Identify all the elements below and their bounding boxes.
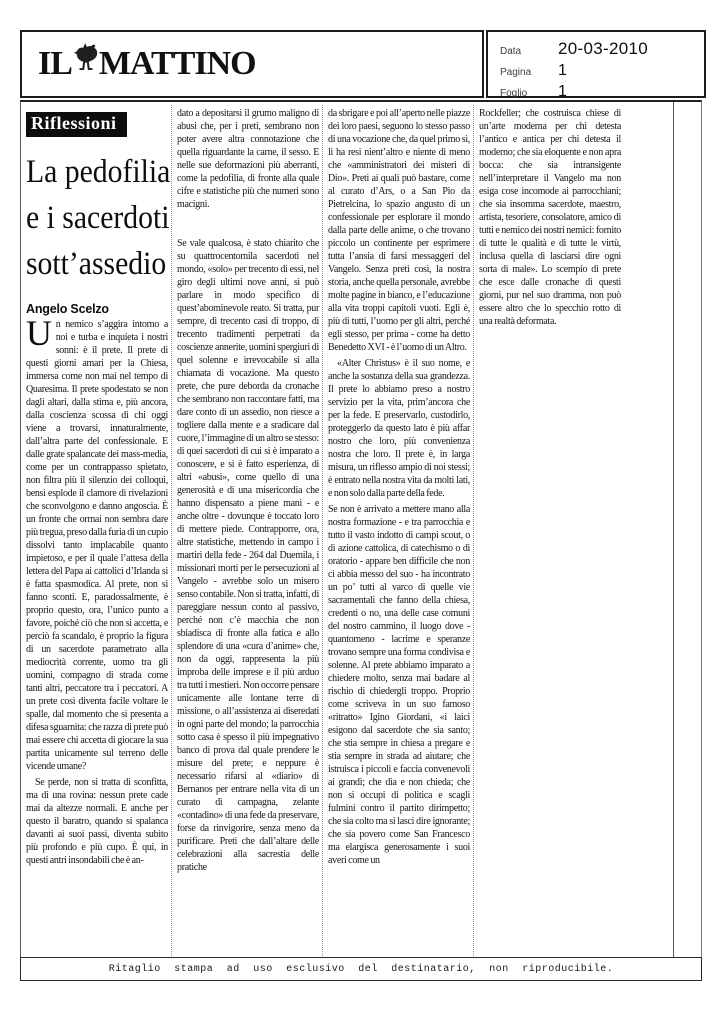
article-paragraph: Se non è arrivato a mettere mano alla nostra formazione - e tra parrocchia e tutto il vasto indotto di campi scout, o di azione cattolica, di catechismo o di oratorio - appare ben difficile che non ci abbia messo del suo - ha incontrato un po’ tutti al varco di quelle vie sacramentali che fanno della chiesa, credenti o no, una delle case comuni del nostro cammino, il luogo dove - quantomeno - lacrime e speranze trovano sempre una forma condivisa e solenne. Al prete abbiamo imparato a chiedere molto, senza mai badare al rischio di chiedergli troppo. Proprio come scriveva in un suo famoso «ritratto» Igino Giordani, «i laici esigono dal sacerdote che sia santo; che stia sempre in chiesa a pregare e stia sempre in strada ad aiutare; che istruisca i piccoli e faccia convenevoli ai grandi; che dia e non chieda; che non si occupi di politica e scagli fulmini contro il partito dirimpetto; che sia colto ma si lasci dire ignorante; che sia povero come San Francesco ma elargisca generosamente i suoi averi come un bbox=[328, 504, 470, 866]
masthead-text-mattino: MATTINO bbox=[98, 45, 256, 82]
drop-cap: U bbox=[26, 313, 52, 353]
article-column-2 bbox=[177, 105, 323, 956]
section-kicker: Riflessioni bbox=[26, 112, 127, 137]
masthead-logo bbox=[22, 43, 256, 86]
article-column-3 bbox=[328, 105, 474, 956]
title-line-3: sott’assedio bbox=[26, 246, 167, 282]
meta-label-pagina: Pagina bbox=[500, 67, 532, 78]
article-columns bbox=[26, 105, 624, 956]
masthead-text-il: IL bbox=[38, 45, 72, 82]
paragraph-text: n nemico s’aggira intorno a noi e turba e inquieta i nostri sonni: è il prete. Il prete di questi giorni amari per la Chiesa, immersa come non mai nel tempo di Quaresima. Il prete spodestato se non dagli altari, dalla stima e, più ancora, dalla coscienza scossa di chi oggi viene a trovarsi, innaturalmente, dall’altra parte del confessionale. E dalle grate spalancate dei mass-media, come per un contrappasso spietato, non filtra più il silenzio dei colloqui, bensì esplode il clamore di rivelazioni che sconvolgono e danno angoscia. È un fronte che ormai non sembra dare più tregua, preso dalla furia di un cupio dissolvi tanto implacabile quanto impietoso, e per il quale l’attesa della lettera del Papa ai cattolici d’Irlanda si è fatta spasmodica. Al prete, non si fanno sconti. E, paradossalmente, è proprio questo, ora, l’unico punto a favore, poiché ciò che non si accetta, e perciò fa scandalo, è proprio la figura di un sacerdote parametrato alla mediocrità corrente, uomo tra gli uomini, compagno di strada come tanti altri, peccatore tra i peccatori. A un prete così diventa facile voltare le spalle, dal momento che si presenta a difesa sguarnita: che razza di prete può mai essere chi accetta di giocare la sua partita unicamente sul terreno delle vicende umane? bbox=[26, 319, 168, 772]
article-title bbox=[26, 149, 171, 287]
meta-value-foglio: 1 bbox=[558, 83, 568, 100]
meta-label-foglio: Foglio bbox=[500, 88, 528, 99]
title-line-2: e i sacerdoti bbox=[26, 200, 170, 236]
article-paragraph: Rockfeller; che costruisca chiese di un’arte moderna per chi detesta l’antico e antica per chi detesta il moderno; che sia eloquente e non apra bocca: che sia intransigente nell’interpretare il Vangelo ma non esiga cose incomode ai parrocchiani; che sia insomma sacerdote, maestro, artista, tesoriere, consolatore, amico di tutti e nemico dei nostri nemici: fornito di tutte le qualità e di tutte le virtù, inclusa quella di lasciarsi dire ogni sorta di male». Lo scempio di prete che esce dalle cronache di questi giorni, pur nel suo dramma, non può essere altro che lo specchio rotto di una realtà deformata. bbox=[479, 108, 621, 327]
clipping-meta-box bbox=[486, 30, 706, 98]
article-author: Angelo Scelzo bbox=[26, 302, 109, 316]
meta-label-data: Data bbox=[500, 46, 522, 57]
footer-disclaimer-text: Ritaglio stampa ad uso esclusivo del destinatario, non riproducibile. bbox=[108, 963, 614, 975]
meta-row-data bbox=[488, 39, 704, 59]
title-line-1: La pedofilia bbox=[26, 154, 171, 190]
article-paragraph bbox=[26, 313, 168, 773]
clipping-footer bbox=[20, 957, 702, 981]
article-column-4 bbox=[479, 105, 624, 956]
meta-value-data: 20-03-2010 bbox=[558, 39, 648, 58]
article-column-1 bbox=[26, 105, 172, 956]
meta-value-pagina: 1 bbox=[558, 62, 568, 79]
article-paragraph: da sbrigare e poi all’aperto nelle piazze dei loro paesi, seguono lo stesso passo di una vocazione che, da quel primo sì, li ha resi nient’altro e niente di meno che «amministratori dei misteri di Dio». Preti ai quali può bastare, come al curato d’Ars, o a San Pio da Pietrelcina, lo spazio angusto di un confessionale per esplorare il mondo dalla parte delle anime, o che trovano piccolo un continente per esprimere tutta l’ansia di farsi messaggeri del Vangelo. Senza preti così, la nostra storia, anche quella personale, avrebbe molte pagine in bianco, e l’educazione alla vita troppi capitoli vuoti. Egli è, più di tutti, l’uomo per gli altri, perché egli stesso, per prima - come ha detto Benedetto XVI - è l’uomo di un Altro. bbox=[328, 108, 470, 353]
rooster-icon bbox=[74, 43, 98, 82]
article-paragraph: Se vale qualcosa, è stato chiarito che su quattrocentomila sacerdoti nel mondo, «solo» per trecento di essi, nel giro degli ultimi nove anni, si può parlare in modo specifico di quest’abominevole reato. Si tratta, pur sempre, di trecento casi di troppo, di trecento tradimenti perpetrati da coscienze annerite, uomini spergiuri di quel solenne e irrevocabile sì alla chiamata di vocazione. Ma questo prete, che pure deborda da cronache che sembrano non raccontare fatti, ma dare conto di un assedio, non riesce a togliere dalla mente e a sradicare dal cuore, l’immagine di un altro se stesso: di quei sacerdoti di cui si è imparato a conoscere, e si è fatto esperienza, di altri «abusi», come quello di una generosità e di una misericordia che hanno dispensato a piene mani - e anche oltre - dovunque è toccato loro di mettere piede. Contrapporre, ora, altre statistiche, mettendo in campo i martiri della fede - 264 dal Duemila, i missionari morti per le persecuzioni al Vangelo - avrebbe solo un misero senso contabile. Non si tratta, infatti, di pareggiare nessun conto al passivo, perché non c’è macchia che non sbiadisca di fronte alla fatica e allo splendore di una «cura d’anime» che, non da oggi, rappresenta la più improba delle imprese e il più arduo tra tutti i mestieri. Non occorre pensare unicamente alle lontane terre di missione, o all’assistenza ai diseredati in ogni parte del mondo; la parrocchia sotto casa è spesso il più impegnativo banco di prova dal quale prendere le misure del prete; e neppure è necessario rifarsi al «diario» di Bernanos per entrare nella vita di un curato di campagna, zelante «contadino» di una fede da preservare, forse da rinvigorire, senza meno da purificare. Preti che dall’altare delle celebrazioni alla sacrestia delle pratiche bbox=[177, 238, 319, 873]
meta-row-foglio bbox=[488, 83, 704, 101]
meta-row-pagina bbox=[488, 62, 704, 80]
content-right-rule bbox=[673, 102, 674, 959]
article-paragraph: Se perde, non si tratta di sconfitta, ma di una rovina: nessun prete cade mai da altezze normali. E anche per questo il baratro, quando si spalanca davanti ai suoi passi, diventa subito più profondo e più cupo. È qui, in questi antri insondabili che è an- bbox=[26, 777, 168, 866]
masthead-box bbox=[20, 30, 484, 98]
article-paragraph: dato a depositarsi il grumo maligno di abusi che, per i preti, sembrano non poter avere altra connotazione che quella riguardante la carne, il sesso. E nelle sue deformazioni più aberranti, come la pedofilia, di fronte alla quale cifre e statistiche più che numeri sono macigni. bbox=[177, 108, 319, 210]
article-paragraph: «Alter Christus» è il suo nome, e anche la sostanza della sua grandezza. Il prete lo abbiamo preso a nostro servizio per la vita, prim’ancora che per la fede. E preservarlo, custodirlo, proteggerlo da questo lato è più affar nostro che loro, più convenienza nostra che loro. Il prete è, in larga misura, un riflesso ampio di noi stessi; è entrato nella nostra vita da molti lati, e non solo dalla parte della fede. bbox=[328, 358, 470, 499]
article-area bbox=[20, 100, 702, 959]
